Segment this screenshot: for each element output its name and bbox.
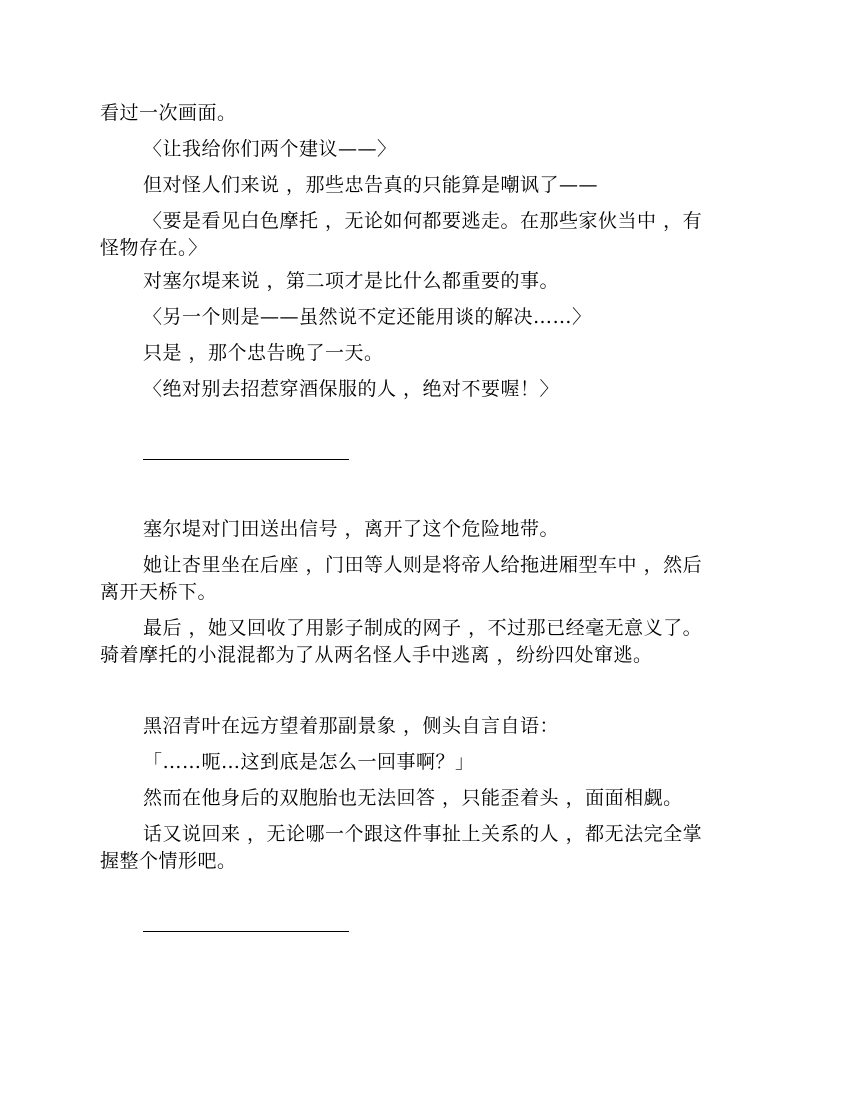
- paragraph-line: 黑沼青叶在远方望着那副景象 ，侧头自言自语：: [143, 715, 560, 737]
- section-divider: [143, 459, 349, 460]
- section-divider: [143, 931, 349, 932]
- paragraph-line: 最后 ，她又回收了用影子制成的网子 ，不过那已经毫无意义了。: [143, 617, 703, 639]
- paragraph-line: 她让杏里坐在后座 ，门田等人则是将帝人给拖进厢型车中 ，然后: [143, 554, 703, 576]
- paragraph-line: 「……呃…这到底是怎么一回事啊？」: [143, 751, 475, 773]
- paragraph-line: 离开天桥下。: [100, 581, 218, 603]
- paragraph-line: 然而在他身后的双胞胎也无法回答 ，只能歪着头 ，面面相觑。: [143, 787, 683, 809]
- paragraph-line: 塞尔堤对门田送出信号 ，离开了这个危险地带。: [143, 518, 560, 540]
- paragraph-line: 〈绝对别去招惹穿酒保服的人 ，绝对不要喔！〉: [143, 378, 560, 400]
- paragraph-line: 握整个情形吧。: [100, 850, 237, 872]
- paragraph-line: 〈让我给你们两个建议——〉: [143, 138, 397, 160]
- paragraph-line: 看过一次画面。: [100, 102, 237, 124]
- paragraph-line: 〈另一个则是——虽然说不定还能用谈的解决……〉: [143, 306, 592, 328]
- paragraph-line: 话又说回来 ，无论哪一个跟这件事扯上关系的人 ，都无法完全掌: [143, 823, 703, 845]
- paragraph-line: 怪物存在。〉: [100, 237, 208, 259]
- paragraph-line: 只是 ，那个忠告晚了一天。: [143, 342, 384, 364]
- paragraph-line: 但对怪人们来说 ，那些忠告真的只能算是嘲讽了——: [143, 174, 599, 196]
- paragraph-line: 对塞尔堤来说 ，第二项才是比什么都重要的事。: [143, 270, 560, 292]
- paragraph-line: 〈要是看见白色摩托 ，无论如何都要逃走。在那些家伙当中 ，有: [143, 210, 703, 232]
- paragraph-line: 骑着摩托的小混混都为了从两名怪人手中逃离 ，纷纷四处窜逃。: [100, 644, 653, 666]
